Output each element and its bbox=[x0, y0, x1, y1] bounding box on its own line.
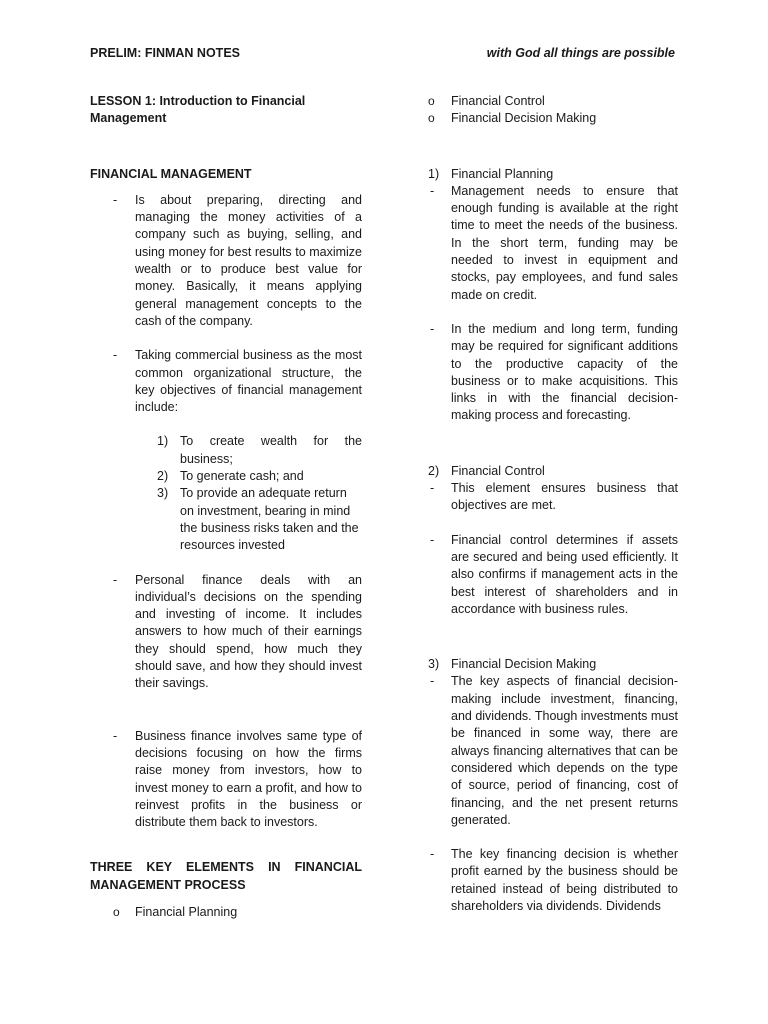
bullet-text: In the medium and long term, funding may be required for significant additions to the productive capacity of the business or to make acquisitions. This links in with the financial decision-making process and forecasting. bbox=[451, 321, 678, 423]
objective-text: To provide an adequate return on investment, bearing in mind the business risks taken and the resources invested bbox=[180, 486, 359, 553]
header-title: PRELIM: FINMAN NOTES bbox=[90, 46, 240, 60]
list-item bbox=[428, 110, 678, 127]
bullet-marker: - bbox=[430, 674, 435, 689]
bullet-text: The key financing decision is whether profit earned by the business should be retained instead of being distributed to shareholders via dividends. Dividends bbox=[451, 847, 678, 913]
bullet-marker: - bbox=[430, 481, 435, 496]
list-item bbox=[428, 93, 678, 110]
bullet-text: The key aspects of financial decision-making include investment, financing, and dividends. Though investments must be financed in some way, there are always financing alternatives that can be considered which depends on the type of source, period of financing, cost of financing, and the net present returns generated. bbox=[451, 674, 678, 827]
bullet-marker: - bbox=[430, 847, 435, 862]
circle-bullet: o bbox=[428, 94, 435, 108]
list-item bbox=[90, 192, 362, 330]
bullet-text: Business finance involves same type of decisions focusing on how the firms raise money from investors, how to invest money to earn a profit, and how to reinvest profits in the business or distribute them back to investors. bbox=[135, 728, 362, 830]
subheading-text: Financial Planning bbox=[451, 166, 554, 181]
bullet-marker: - bbox=[113, 728, 118, 743]
list-item bbox=[428, 673, 678, 829]
list-item bbox=[428, 183, 678, 304]
bullet-marker: - bbox=[113, 348, 118, 363]
list-item bbox=[157, 468, 362, 485]
element-text: Financial Decision Making bbox=[451, 111, 597, 126]
number-marker: 2) bbox=[428, 463, 440, 478]
number-marker: 1) bbox=[157, 434, 169, 449]
right-column bbox=[428, 93, 678, 915]
bullet-marker: - bbox=[430, 183, 435, 198]
subheading-financial-decision-making bbox=[428, 656, 678, 673]
list-item bbox=[428, 532, 678, 618]
objective-text: To generate cash; and bbox=[180, 469, 304, 484]
circle-bullet: o bbox=[428, 111, 435, 126]
list-item bbox=[90, 347, 362, 416]
objectives-list bbox=[90, 433, 362, 554]
bullet-text: This element ensures business that objectives are met. bbox=[451, 481, 678, 513]
bullet-text: Financial control determines if assets are secured and being used efficiently. It also confirms if management acts in the best interest of shareholders and in accordance with business rules. bbox=[451, 532, 678, 616]
subheading-text: Financial Control bbox=[451, 463, 545, 478]
subheading-financial-planning bbox=[428, 166, 678, 183]
list-item bbox=[157, 485, 362, 554]
element-text: Financial Control bbox=[451, 94, 545, 108]
list-item bbox=[428, 321, 678, 425]
bullet-text: Taking commercial business as the most common organizational structure, the key objectives of financial management include: bbox=[135, 348, 362, 415]
list-item bbox=[90, 572, 362, 693]
circle-bullet: o bbox=[113, 904, 120, 919]
bullet-text: Is about preparing, directing and managing the money activities of a company such as buying, selling, and using money for best results to maximize wealth or to produce best value for money. Basically, it means applying general management concepts to the cash of the company. bbox=[135, 192, 362, 328]
lesson-title: LESSON 1: Introduction to Financial Management bbox=[90, 94, 306, 126]
bullet-marker: - bbox=[113, 572, 118, 587]
list-item bbox=[90, 728, 362, 832]
bullet-marker: - bbox=[113, 192, 118, 207]
left-column bbox=[90, 93, 362, 921]
bullet-text: Management needs to ensure that enough funding is available at the right time to meet the needs of the business. In the short term, funding may be needed to invest in equipment and stocks, pay employees, and fund sales made on credit. bbox=[451, 183, 678, 302]
number-marker: 1) bbox=[428, 166, 440, 181]
number-marker: 2) bbox=[157, 469, 169, 484]
section-heading-financial-management: FINANCIAL MANAGEMENT bbox=[90, 166, 252, 181]
section-heading-key-elements: THREE KEY ELEMENTS IN FINANCIAL MANAGEMENT PROCESS bbox=[90, 860, 362, 892]
objective-text: To create wealth for the business; bbox=[180, 434, 362, 466]
element-text: Financial Planning bbox=[135, 904, 238, 919]
bullet-marker: - bbox=[430, 532, 435, 547]
subheading-financial-control bbox=[428, 463, 678, 480]
header-motto: with God all things are possible bbox=[486, 46, 675, 60]
bullet-text: Personal finance deals with an individual’s decisions on the spending and investing of income. It includes answers to how much of their earnings they should spend, how much they should save, and how they should invest their savings. bbox=[135, 572, 362, 691]
number-marker: 3) bbox=[428, 657, 440, 672]
bullet-marker: - bbox=[430, 321, 435, 336]
list-item bbox=[428, 480, 678, 515]
subheading-text: Financial Decision Making bbox=[451, 657, 597, 672]
list-item bbox=[157, 433, 362, 468]
list-item bbox=[428, 846, 678, 915]
list-item bbox=[90, 904, 362, 921]
number-marker: 3) bbox=[157, 486, 169, 501]
